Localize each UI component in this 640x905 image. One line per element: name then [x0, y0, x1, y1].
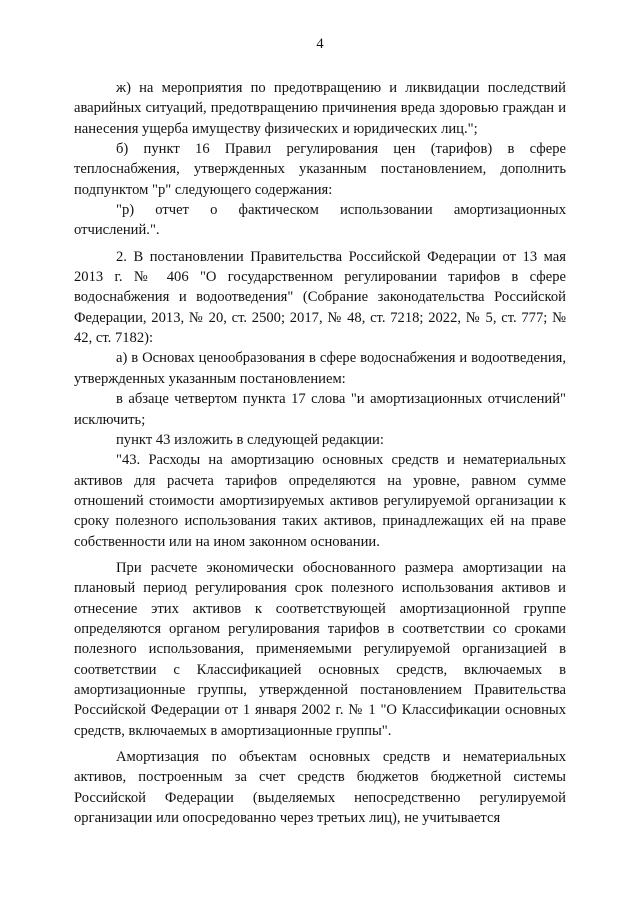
paragraph-point-43-intro: пункт 43 изложить в следующей редакции: [116, 431, 384, 448]
paragraph-depreciation-calculation: При расчете экономически обоснованного размера амортизации на плановый период регулирования срок полезного использования активов и отнесение этих активов к соответствующей амортизационной группе определяются органом регулирования тарифов в соответствии со сроками полезного использования, применяемыми регулируемой организацией в соответствии с Классификацией основных средств, включаемых в амортизационные группы, утвержденной постановлением Правительства Российской Федерации от 1 января 2002 г. № 1 "О Классификации основных средств, включаемых в амортизационные группы". [74, 559, 566, 739]
document-body [74, 78, 566, 828]
paragraph-section-2: 2. В постановлении Правительства Российской Федерации от 13 мая 2013 г. № 406 "О государственном регулировании тарифов в сфере водоснабжения и водоотведения" (Собрание законодательства Российской Федерации, 2013, № 20, ст. 2500; 2017, № 48, ст. 7218; 2022, № 5, ст. 777; № 42, ст. 7182): [74, 248, 566, 347]
paragraph-depreciation-budget: Амортизация по объектам основных средств и нематериальных активов, построенным за счет средств бюджетов бюджетной системы Российской Федерации (выделяемых непосредственно регулируемой организации или опосредованно через третьих лиц), не учитывается [74, 749, 566, 827]
paragraph-point-43-text: "43. Расходы на амортизацию основных средств и нематериальных активов для расчета тарифов определяются на уровне, равном сумме отношений стоимости амортизируемых активов регулируемой организации к сроку полезного использования таких активов, принадлежащих ей на праве собственности или на ином законном основании. [74, 452, 566, 550]
paragraph-subpoint-r: "р) отчет о фактическом использовании амортизационных отчислений.". [74, 202, 566, 239]
paragraph-amendment-b: б) пункт 16 Правил регулирования цен (тарифов) в сфере теплоснабжения, утвержденных указанным постановлением, дополнить подпунктом "р" следующего содержания: [74, 141, 566, 198]
paragraph-amendment-a: а) в Основах ценообразования в сфере водоснабжения и водоотведения, утвержденных указанным постановлением: [74, 350, 566, 387]
paragraph-point-17: в абзаце четвертом пункта 17 слова "и амортизационных отчислений" исключить; [74, 391, 566, 428]
paragraph-amendment-zh: ж) на мероприятия по предотвращению и ликвидации последствий аварийных ситуаций, предотвращению причинения вреда здоровью граждан и нанесения ущерба имуществу физических и юридических лиц."; [74, 80, 566, 137]
page-number: 4 [316, 36, 324, 52]
